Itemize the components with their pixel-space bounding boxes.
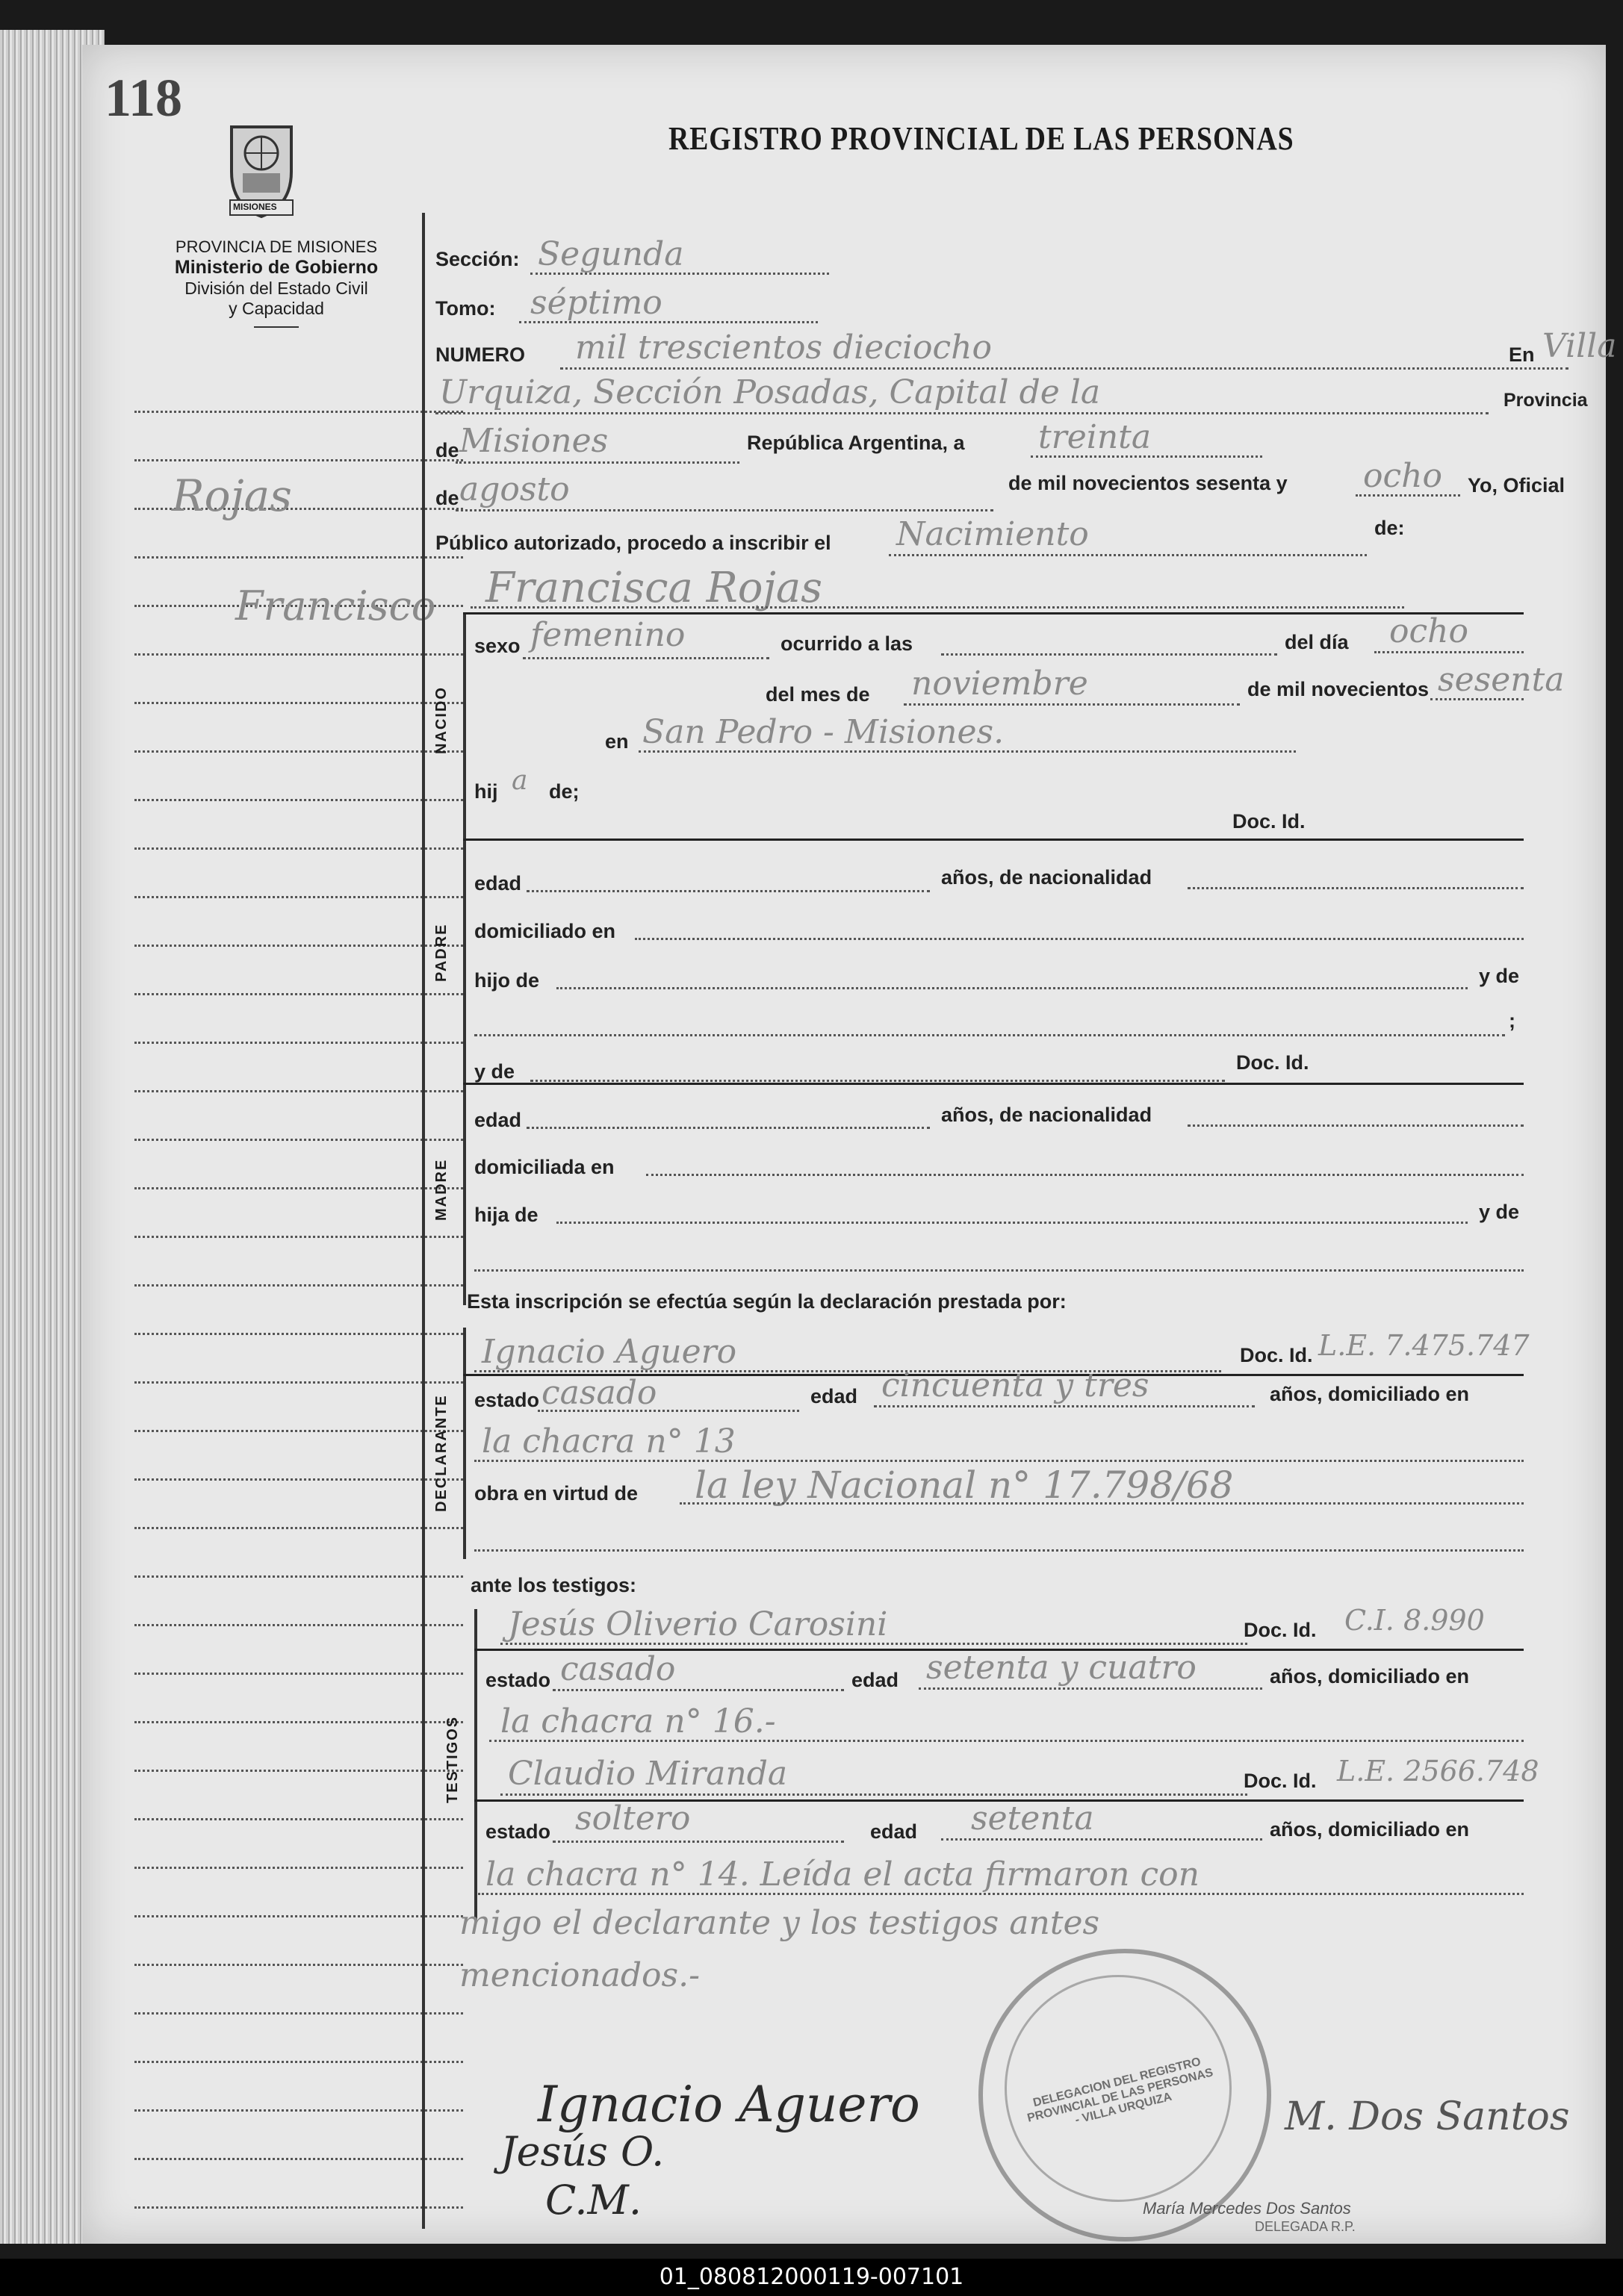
testigo1-estado-value: casado: [560, 1650, 676, 1688]
padre-edad-label: edad: [474, 872, 522, 895]
en-value: Villa: [1542, 327, 1617, 365]
madre-dom-label: domiciliada en: [474, 1156, 615, 1178]
testigo2-dom-label: años, domiciliado en: [1270, 1818, 1470, 1841]
anio-value: sesenta: [1438, 661, 1565, 699]
testigo1-name: Jesús Oliverio Carosini: [508, 1605, 888, 1643]
act-value: Nacimiento: [896, 515, 1089, 553]
province-value: Misiones: [459, 422, 609, 460]
testigos-bracket: [474, 1609, 477, 1923]
sexo-label: sexo: [474, 635, 521, 657]
oficial-label: Yo, Oficial: [1468, 474, 1565, 497]
declarante-dom-value: la chacra n° 13: [482, 1422, 736, 1460]
ocurrido-label: ocurrido a las: [781, 632, 913, 655]
seccion-label: Sección:: [435, 248, 520, 270]
madre-edad-label: edad: [474, 1109, 522, 1131]
mes-value: noviembre: [911, 665, 1088, 703]
header-capacidad: y Capacidad: [229, 299, 324, 318]
main-divider: [422, 213, 425, 2229]
padre-dom-label: domiciliado en: [474, 920, 616, 942]
stamp-text: DELEGACION DEL REGISTRO PROVINCIAL DE LAS PERSONAS - VILLA URQUIZA: [1025, 2055, 1215, 2127]
numero-label: NUMERO: [435, 343, 525, 366]
testigo2-dom-value: la chacra n° 14. Leída el acta firmaron con: [485, 1855, 1200, 1894]
header-ministry: Ministerio de Gobierno: [174, 257, 379, 278]
madre-section-label: MADRE: [433, 1158, 450, 1221]
hij-label: hij: [474, 780, 498, 803]
republica-label: República Argentina, a: [747, 432, 965, 454]
dia-value: ocho: [1389, 612, 1468, 650]
testigo2-estado-value: soltero: [575, 1799, 691, 1838]
de-label: de: [435, 439, 459, 461]
hij-value: a: [512, 765, 528, 796]
obra-value: la ley Nacional n° 17.798/68: [695, 1463, 1234, 1507]
signature-testigo1: Jesús O.: [500, 2128, 665, 2175]
declarante-section-label: DECLARANTE: [433, 1394, 450, 1512]
month-value: agosto: [459, 470, 570, 508]
padre-nac-label: años, de nacionalidad: [941, 866, 1152, 889]
header-divider: [254, 326, 299, 328]
declarante-estado-value: casado: [541, 1374, 657, 1412]
person-name: Francisca Rojas: [485, 564, 823, 612]
testigos-section-label: TESTIGOS: [444, 1715, 461, 1803]
madre-yde-label: y de: [474, 1060, 515, 1083]
page-number: 118: [105, 68, 183, 128]
testigos-intro: ante los testigos:: [471, 1574, 637, 1596]
testigo1-dom-label: años, domiciliado en: [1270, 1665, 1470, 1687]
seccion-value: Segunda: [538, 235, 684, 273]
place-value: Urquiza, Sección Posadas, Capital de la: [439, 373, 1101, 411]
padre-hijo-label: hijo de: [474, 969, 539, 992]
de3-label: de:: [1374, 517, 1405, 539]
testigo2-edad-value: setenta: [971, 1799, 1094, 1838]
numero-value: mil trescientos dieciocho: [575, 329, 992, 367]
madre-bracket: [463, 1074, 466, 1305]
declarante-intro: Esta inscripción se efectúa según la declaración prestada por:: [467, 1290, 1067, 1313]
closing-line2: mencionados.-: [459, 1956, 700, 1994]
mil-label: de mil novecientos: [1247, 678, 1430, 700]
padre-semicolon: ;: [1509, 1009, 1515, 1032]
madre-hija-label: hija de: [474, 1204, 539, 1226]
signature-testigo2: C.M.: [545, 2177, 642, 2224]
madre-yde2-label: y de: [1479, 1201, 1520, 1223]
year-value: ocho: [1363, 457, 1442, 495]
header-division: División del Estado Civil: [184, 279, 368, 298]
en-lugar-label: en: [605, 730, 629, 753]
testigo1-doc-label: Doc. Id.: [1244, 1619, 1317, 1641]
nacido-bottom-rule: [463, 839, 1524, 841]
testigo1-estado-label: estado: [485, 1669, 551, 1691]
nacido-bracket: [463, 612, 466, 851]
official-caption: María Mercedes Dos Santos: [1143, 2199, 1351, 2218]
nacido-doc-label: Doc. Id.: [1232, 810, 1306, 833]
day-value: treinta: [1038, 418, 1152, 456]
madre-nac-label: años, de nacionalidad: [941, 1104, 1152, 1126]
testigo1-dom-value: la chacra n° 16.-: [500, 1702, 776, 1740]
nacido-section-label: NACIDO: [433, 686, 450, 754]
archive-id-footer: 01_080812000119-007101: [0, 2259, 1623, 2296]
misiones-crest-icon: [217, 119, 306, 224]
declarante-edad-label: edad: [810, 1385, 858, 1407]
margin-firstname: Francisco: [235, 582, 436, 629]
closing-line1: migo el declarante y los testigos antes: [459, 1904, 1100, 1942]
padre-section-label: PADRE: [433, 923, 450, 982]
official-title: DELEGADA R.P.: [1255, 2219, 1356, 2234]
declarante-name: Ignacio Aguero: [482, 1333, 737, 1371]
document-title: REGISTRO PROVINCIAL DE LAS PERSONAS: [668, 120, 1294, 157]
mes-label: del mes de: [766, 683, 870, 706]
testigo2-edad-label: edad: [870, 1820, 918, 1843]
declarante-dom-label: años, domiciliado en: [1270, 1383, 1470, 1405]
sexo-value: femenino: [530, 616, 686, 654]
obra-label: obra en virtud de: [474, 1482, 639, 1505]
declarante-doc-label: Doc. Id.: [1240, 1344, 1313, 1366]
signature-official: M. Dos Santos: [1285, 2094, 1570, 2139]
testigo1-edad-value: setenta y cuatro: [926, 1649, 1197, 1687]
testigo1-doc-value: C.I. 8.990: [1344, 1604, 1485, 1637]
nacido-top-rule: [463, 612, 1524, 615]
padre-yde-label: y de: [1479, 965, 1520, 987]
declarante-estado-label: estado: [474, 1389, 540, 1411]
declarante-bracket: [463, 1328, 466, 1559]
testigo2-doc-value: L.E. 2566.748: [1337, 1755, 1539, 1788]
register-page: [82, 45, 1617, 2244]
del-dia-label: del día: [1285, 631, 1349, 653]
tomo-value: séptimo: [530, 284, 662, 322]
de2-label: de: [435, 487, 459, 509]
testigo2-doc-label: Doc. Id.: [1244, 1770, 1317, 1792]
testigo2-name: Claudio Miranda: [508, 1755, 788, 1793]
testigo1-edad-label: edad: [851, 1669, 899, 1691]
madre-doc-label: Doc. Id.: [1236, 1051, 1309, 1074]
year-label: de mil novecientos sesenta y: [1008, 472, 1288, 494]
lugar-value: San Pedro - Misiones.: [642, 713, 1005, 751]
tomo-label: Tomo:: [435, 297, 496, 320]
publico-label: Público autorizado, procedo a inscribir el: [435, 532, 831, 554]
header-province: PROVINCIA DE MISIONES: [175, 237, 378, 256]
en-label: En: [1509, 343, 1535, 366]
padre-bracket: [463, 842, 466, 1074]
declarante-doc-value: L.E. 7.475.747: [1318, 1329, 1530, 1362]
crest-label: MISIONES: [233, 202, 277, 212]
hij-de-label: de;: [549, 780, 580, 803]
provincia-label: Provincia: [1503, 390, 1588, 411]
signature-declarante: Ignacio Aguero: [538, 2076, 920, 2133]
declarante-edad-value: cincuenta y tres: [881, 1366, 1149, 1404]
testigo2-estado-label: estado: [485, 1820, 551, 1843]
madre-top-rule: [463, 1083, 1524, 1085]
margin-surname: Rojas: [172, 470, 292, 521]
